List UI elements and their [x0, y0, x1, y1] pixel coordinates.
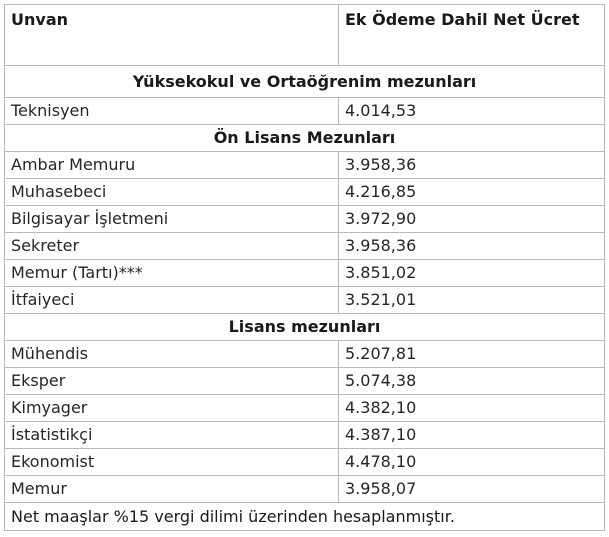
cell-title: Memur	[5, 476, 339, 503]
table-row	[5, 449, 605, 476]
cell-value: 4.382,10	[339, 395, 605, 422]
table-row	[5, 341, 605, 368]
cell-value: 3.958,36	[339, 152, 605, 179]
cell-title: İstatistikçi	[5, 422, 339, 449]
table-row	[5, 98, 605, 125]
cell-value: 5.074,38	[339, 368, 605, 395]
table-row	[5, 368, 605, 395]
cell-title: Bilgisayar İşletmeni	[5, 206, 339, 233]
section-title: Yüksekokul ve Ortaöğrenim mezunları	[5, 66, 605, 98]
section-row	[5, 125, 605, 152]
table-row	[5, 422, 605, 449]
cell-value: 5.207,81	[339, 341, 605, 368]
section-row	[5, 66, 605, 98]
cell-value: 3.958,07	[339, 476, 605, 503]
table-row	[5, 476, 605, 503]
table-row	[5, 260, 605, 287]
cell-value: 3.972,90	[339, 206, 605, 233]
cell-title: Muhasebeci	[5, 179, 339, 206]
cell-title: Kimyager	[5, 395, 339, 422]
cell-title: Ambar Memuru	[5, 152, 339, 179]
section-title: Ön Lisans Mezunları	[5, 125, 605, 152]
table-row	[5, 152, 605, 179]
cell-title: Mühendis	[5, 341, 339, 368]
cell-value: 4.014,53	[339, 98, 605, 125]
cell-value: 3.958,36	[339, 233, 605, 260]
table-row	[5, 287, 605, 314]
cell-value: 4.216,85	[339, 179, 605, 206]
table-row	[5, 179, 605, 206]
table-row	[5, 233, 605, 260]
cell-value: 4.478,10	[339, 449, 605, 476]
section-title: Lisans mezunları	[5, 314, 605, 341]
section-row	[5, 314, 605, 341]
table-row	[5, 206, 605, 233]
header-net-salary: Ek Ödeme Dahil Net Ücret	[339, 5, 605, 66]
table-header-row	[5, 5, 605, 66]
footnote: Net maaşlar %15 vergi dilimi üzerinden hesaplanmıştır.	[5, 503, 605, 531]
cell-value: 3.521,01	[339, 287, 605, 314]
cell-title: Ekonomist	[5, 449, 339, 476]
cell-title: Eksper	[5, 368, 339, 395]
salary-table	[4, 4, 605, 531]
cell-value: 4.387,10	[339, 422, 605, 449]
table-row	[5, 395, 605, 422]
cell-title: Sekreter	[5, 233, 339, 260]
cell-title: Teknisyen	[5, 98, 339, 125]
salary-table-container	[4, 4, 604, 531]
footnote-row	[5, 503, 605, 531]
cell-title: Memur (Tartı)***	[5, 260, 339, 287]
cell-title: İtfaiyeci	[5, 287, 339, 314]
cell-value: 3.851,02	[339, 260, 605, 287]
header-title: Unvan	[5, 5, 339, 66]
